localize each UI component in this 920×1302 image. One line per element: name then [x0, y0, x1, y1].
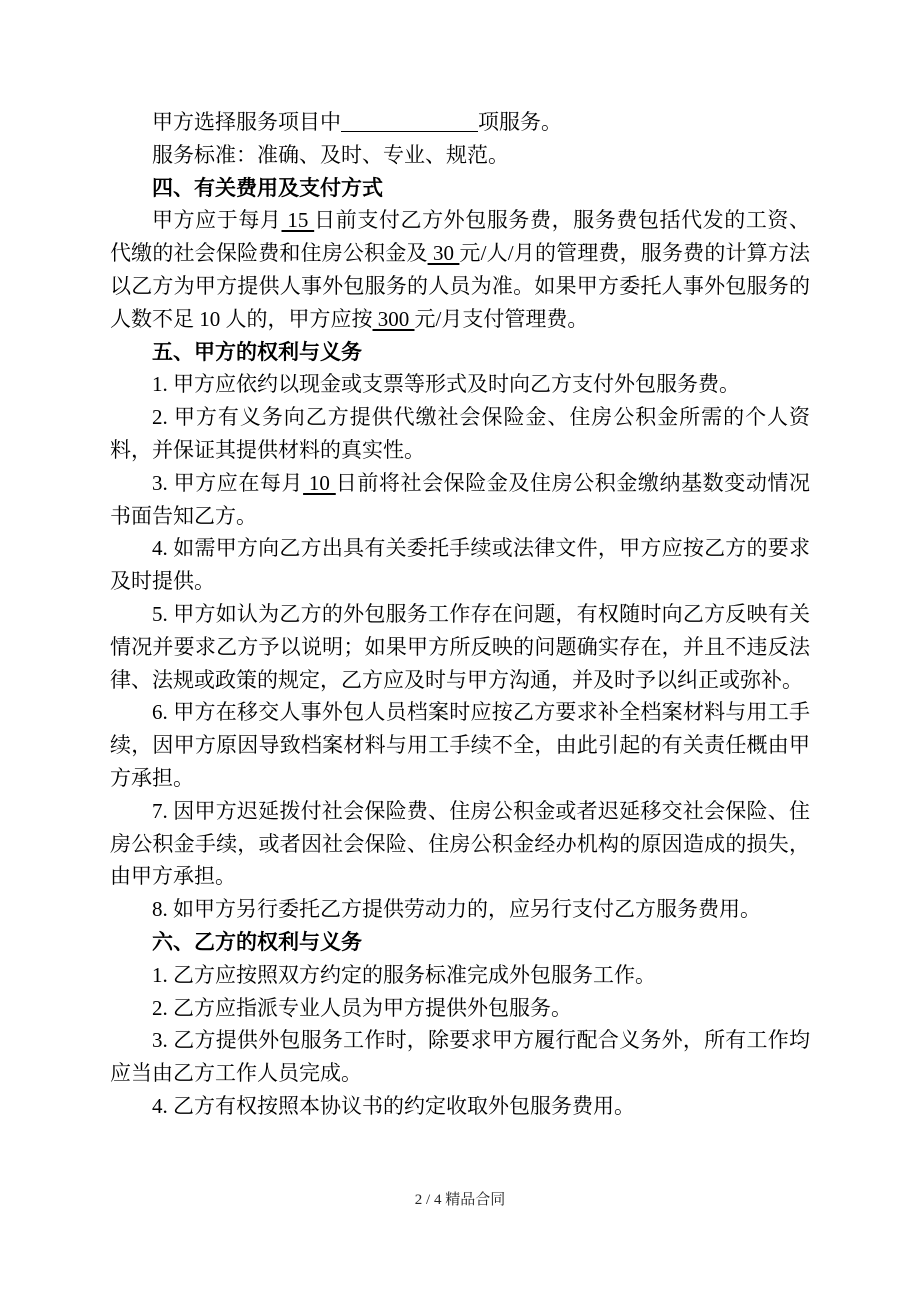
clause-item-a5: 5. 甲方如认为乙方的外包服务工作存在问题，有权随时向乙方反映有关情况并要求乙方予以说明；如果甲方所反映的问题确实存在，并且不违反法律、法规或政策的规定，乙方应及时与甲方沟通，并及时予以纠正或弥补。: [110, 601, 810, 692]
underlined-value-fee-300: 300: [372, 306, 415, 331]
text-run: 元/人/月的管理费，服务费的计算方法以乙方为甲方提供人事外包服务的人员为准。如果甲方委托人事外包服务的人数不足 10 人的，甲方应按: [110, 241, 811, 331]
clause-item-a3: [110, 467, 810, 533]
clause-item-a8: 8. 如甲方另行委托乙方提供劳动力的，应另行支付乙方服务费用。: [152, 897, 761, 922]
clause-item-b3: 3. 乙方提供外包服务工作时，除要求甲方履行配合义务外，所有工作均应当由乙方工作人员完成。: [110, 1028, 810, 1086]
text-run: 日前将社会保险金及住房公积金缴纳基数变动情况书面告知乙方。: [110, 470, 811, 528]
clause-item-b4: 4. 乙方有权按照本协议书的约定收取外包服务费用。: [152, 1093, 635, 1118]
clause-item-a2: 2. 甲方有义务向乙方提供代缴社会保险金、住房公积金所需的个人资料，并保证其提供材料的真实性。: [110, 405, 810, 462]
document-page: [110, 106, 810, 1123]
clause-item-a6: 6. 甲方在移交人事外包人员档案时应按乙方要求补全档案材料与用工手续，因甲方原因导致档案材料与用工手续不全，由此引起的有关责任概由甲方承担。: [110, 700, 810, 790]
section-heading-party-a-rights: 五、甲方的权利与义务: [152, 339, 362, 364]
section-heading-party-b-rights: 六、乙方的权利与义务: [152, 929, 362, 954]
clause-item-b1: 1. 乙方应按照双方约定的服务标准完成外包服务工作。: [152, 962, 656, 987]
paragraph-service-selection: [110, 106, 810, 139]
section-heading-fees: 四、有关费用及支付方式: [152, 175, 383, 200]
clause-item-a1: 1. 甲方应依约以现金或支票等形式及时向乙方支付外包服务费。: [152, 372, 740, 397]
underlined-value-day-15: 15: [281, 208, 315, 233]
clause-item-b2: 2. 乙方应指派专业人员为甲方提供外包服务。: [152, 995, 572, 1020]
clause-item-a7: 7. 因甲方迟延拨付社会保险费、住房公积金或者迟延移交社会保险、住房公积金手续，或者因社会保险、住房公积金经办机构的原因造成的损失，由甲方承担。: [110, 798, 810, 889]
text-run: 3. 甲方应在每月: [152, 470, 304, 495]
paragraph-service-standard: 服务标准：准确、及时、专业、规范。: [152, 142, 509, 167]
page-footer: [0, 1190, 920, 1210]
clause-item-a4: 4. 如需甲方向乙方出具有关委托手续或法律文件，甲方应按乙方的要求及时提供。: [110, 536, 810, 594]
underlined-value-fee-30: 30: [427, 241, 460, 266]
paragraph-fees: [110, 204, 810, 335]
text-run: 日前支付乙方外包服务费，服务费包括代发的工资、代缴的社会保险费和住房公积金及: [110, 208, 811, 266]
text-run: 元/月支付管理费。: [414, 306, 589, 331]
text-run: 甲方应于每月: [152, 208, 282, 233]
fill-in-blank: [341, 131, 478, 132]
text-run: 项服务。: [478, 110, 562, 134]
text-run: 甲方选择服务项目中: [152, 110, 341, 134]
page-number-label: 2 / 4 精品合同: [414, 1192, 506, 1208]
underlined-value-day-10: 10: [303, 470, 336, 495]
